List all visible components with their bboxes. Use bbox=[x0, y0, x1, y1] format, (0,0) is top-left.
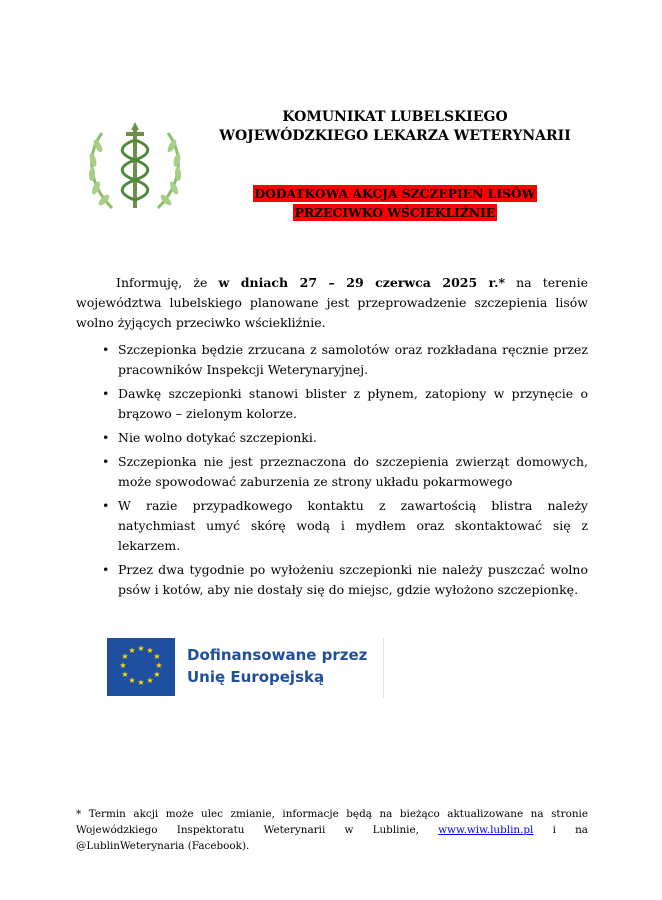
eu-funding-banner bbox=[107, 638, 385, 698]
svg-text:★: ★ bbox=[121, 652, 129, 661]
subtitle-line-1: DODATKOWA AKCJA SZCZEPIEŃ LISÓW bbox=[254, 186, 536, 201]
svg-text:★: ★ bbox=[153, 652, 161, 661]
bullet-icon: • bbox=[102, 342, 110, 357]
svg-text:★: ★ bbox=[137, 678, 145, 687]
list-item-text: Szczepionka będzie zrzucana z samolotów oraz rozkładana ręcznie przez pracowników Inspekcji Weterynaryjnej. bbox=[118, 342, 588, 377]
eu-funding-text bbox=[187, 644, 367, 688]
intro-date: w dniach 27 – 29 czerwca 2025 r.* bbox=[218, 275, 505, 290]
website-link[interactable]: www.wiw.lublin.pl bbox=[438, 824, 534, 836]
title-line-1: KOMUNIKAT LUBELSKIEGO bbox=[282, 109, 508, 125]
svg-text:★: ★ bbox=[146, 646, 154, 655]
bullet-list bbox=[76, 340, 588, 604]
list-item bbox=[76, 560, 588, 600]
svg-text:★: ★ bbox=[128, 676, 136, 685]
divider bbox=[383, 638, 384, 698]
svg-text:★: ★ bbox=[137, 644, 145, 653]
svg-text:★: ★ bbox=[121, 670, 129, 679]
eu-line-1: Dofinansowane przez bbox=[187, 646, 368, 664]
footnote-text-2: i na @LublinWeterynaria (Facebook). bbox=[76, 824, 588, 852]
list-item-text: W razie przypadkowego kontaktu z zawartością blistra należy natychmiast umyć skórę wodą i mydłem oraz skontaktować się z lekarzem. bbox=[118, 498, 588, 553]
intro-text-1: Informuję, że bbox=[116, 275, 219, 290]
bullet-icon: • bbox=[102, 386, 110, 401]
list-item bbox=[76, 384, 588, 424]
veterinary-logo bbox=[82, 118, 188, 218]
list-item-text: Nie wolno dotykać szczepionki. bbox=[118, 430, 317, 445]
eu-line-2: Unię Europejską bbox=[187, 668, 325, 686]
list-item bbox=[76, 452, 588, 492]
intro-paragraph bbox=[76, 273, 588, 333]
svg-text:★: ★ bbox=[155, 661, 163, 670]
svg-text:★: ★ bbox=[119, 661, 127, 670]
bullet-icon: • bbox=[102, 498, 110, 513]
list-item bbox=[76, 428, 588, 448]
bullet-icon: • bbox=[102, 454, 110, 469]
page-title bbox=[200, 108, 590, 146]
svg-text:★: ★ bbox=[128, 646, 136, 655]
bullet-icon: • bbox=[102, 430, 110, 445]
svg-text:★: ★ bbox=[146, 676, 154, 685]
caduceus-wreath-icon bbox=[82, 118, 188, 218]
footnote-text: * Termin akcji może ulec zmianie, informacje będą na bieżąco aktualizowane na stronie Wojewódzkiego Inspektoratu Weterynarii w Lublinie, bbox=[76, 808, 588, 836]
list-item bbox=[76, 496, 588, 556]
list-item-text: Szczepionka nie jest przeznaczona do szczepienia zwierząt domowych, może spowodować zaburzenia ze strony układu pokarmowego bbox=[118, 454, 588, 489]
intro-text-2: na terenie województwa lubelskiego planowane jest przeprowadzenie szczepienia lisów wolno żyjących przeciwko wściekliźnie. bbox=[76, 275, 588, 330]
list-item-text: Przez dwa tygodnie po wyłożeniu szczepionki nie należy puszczać wolno psów i kotów, aby nie dostały się do miejsc, gdzie wyłożono szczepionkę. bbox=[118, 562, 588, 597]
title-line-2: WOJEWÓDZKIEGO LEKARZA WETERYNARII bbox=[219, 128, 571, 144]
page-subtitle bbox=[200, 184, 590, 222]
list-item-text: Dawkę szczepionki stanowi blister z płynem, zatopiony w przynęcie o brązowo – zielonym kolorze. bbox=[118, 386, 588, 421]
bullet-icon: • bbox=[102, 562, 110, 577]
subtitle-line-2: PRZECIWKO WŚCIEKLIŹNIE bbox=[294, 205, 496, 220]
svg-text:★: ★ bbox=[153, 670, 161, 679]
list-item bbox=[76, 340, 588, 380]
eu-flag-icon bbox=[107, 638, 175, 696]
footnote bbox=[76, 806, 588, 854]
